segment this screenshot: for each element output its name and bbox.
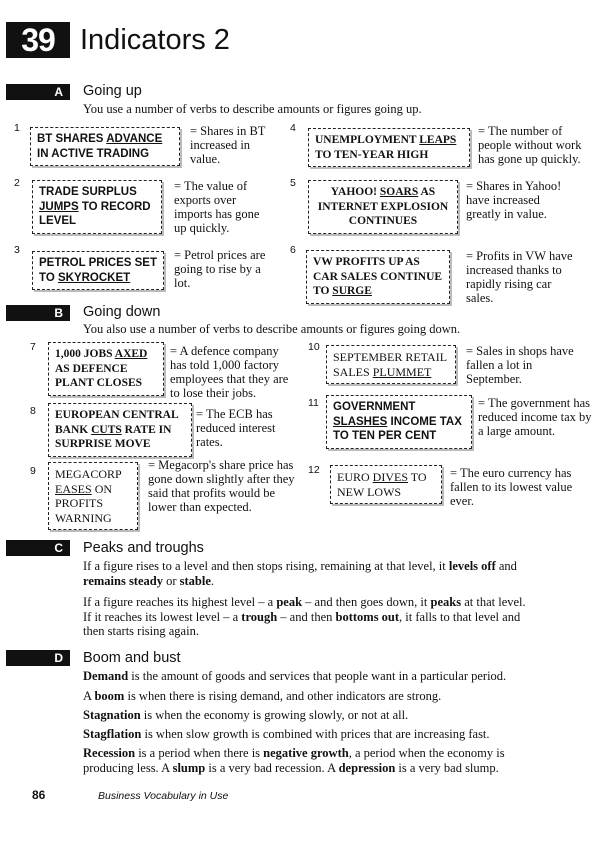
headline-clipping: TRADE SURPLUS JUMPS TO RECORD LEVEL	[32, 180, 162, 234]
item-number: 2	[14, 177, 20, 189]
book-title: Business Vocabulary in Use	[98, 790, 229, 802]
section-c-label: C	[6, 540, 70, 556]
headline-definition: = The government has reduced income tax by a large amount.	[478, 396, 592, 438]
headline-clipping: EURO DIVES TO NEW LOWS	[330, 465, 442, 504]
headline-verb: AXED	[114, 348, 148, 360]
headline-clipping: GOVERNMENT SLASHES INCOME TAX TO TEN PER CENT	[326, 395, 472, 449]
headline-clipping: UNEMPLOYMENT LEAPS TO TEN-YEAR HIGH	[308, 128, 470, 167]
headline-verb: LEAPS	[419, 134, 457, 146]
headline-definition: = Sales in shops have fallen a lot in September.	[466, 344, 574, 386]
item-number: 6	[290, 244, 296, 256]
item-number: 8	[30, 405, 36, 417]
item-number: 10	[308, 341, 320, 353]
headline-verb: ADVANCE	[106, 133, 163, 145]
item-number: 11	[308, 397, 319, 409]
section-c-paragraph: If a figure reaches its highest level – a peak – and then goes down, it peaks at that level. If it reaches its lowest level – a trough – and then bottoms out, it falls to that level and then starts rising again.	[83, 595, 526, 638]
section-b-intro: You also use a number of verbs to describe amounts or figures going down.	[83, 322, 461, 336]
definition-line: A boom is when there is rising demand, and other indicators are strong.	[83, 689, 442, 703]
headline-definition: = Petrol prices are going to rise by a lot.	[174, 248, 266, 290]
headline-definition: = The ECB has reduced interest rates.	[196, 407, 276, 449]
section-c-paragraph: If a figure rises to a level and then stops rising, remaining at that level, it levels off and remains steady or stable.	[83, 559, 517, 588]
headline-definition: = The euro currency has fallen to its lowest value ever.	[450, 466, 573, 508]
headline-definition: = The value of exports over imports has gone up quickly.	[174, 179, 260, 235]
unit-number: 39	[6, 22, 70, 58]
section-a-intro: You use a number of verbs to describe amounts or figures going up.	[83, 102, 422, 116]
item-number: 3	[14, 244, 20, 256]
headline-verb: EASES	[55, 481, 92, 496]
headline-clipping: YAHOO! SOARS AS INTERNET EXPLOSION CONTINUES	[308, 180, 458, 234]
section-d-label: D	[6, 650, 70, 666]
headline-clipping: EUROPEAN CENTRAL BANK CUTS RATE IN SURPRISE MOVE	[48, 403, 192, 457]
section-a-label: A	[6, 84, 70, 100]
unit-title: Indicators 2	[80, 24, 230, 56]
headline-verb: SLASHES	[333, 415, 388, 428]
headline-definition: = Shares in Yahoo! have increased greatly in value.	[466, 179, 562, 221]
headline-definition: = The number of people without work has gone up quickly.	[478, 124, 582, 166]
section-c-title: Peaks and troughs	[83, 540, 204, 556]
headline-verb: DIVES	[372, 470, 409, 484]
headline-definition: = Shares in BT increased in value.	[190, 124, 266, 166]
section-b-label: B	[6, 305, 70, 321]
section-b-title: Going down	[83, 304, 161, 320]
definition-line: Stagflation is when slow growth is combined with prices that are increasing fast.	[83, 727, 490, 741]
headline-verb: SKYROCKET	[57, 271, 131, 284]
item-number: 4	[290, 122, 296, 134]
page-number: 86	[32, 788, 46, 802]
headline-clipping: BT SHARES ADVANCE IN ACTIVE TRADING	[30, 127, 180, 166]
headline-clipping: 1,000 JOBS AXED AS DEFENCE PLANT CLOSES	[48, 342, 164, 396]
section-d-title: Boom and bust	[83, 650, 181, 666]
item-number: 7	[30, 341, 36, 353]
headline-clipping: PETROL PRICES SET TO SKYROCKET	[32, 251, 164, 290]
headline-verb: SOARS	[379, 186, 419, 198]
headline-clipping: VW PROFITS UP AS CAR SALES CONTINUE TO SURGE	[306, 250, 450, 304]
headline-verb: PLUMMET	[372, 364, 432, 379]
headline-clipping: MEGACORP EASES ON PROFITS WARNING	[48, 462, 138, 530]
section-a-title: Going up	[83, 83, 142, 99]
item-number: 5	[290, 177, 296, 189]
definition-line: Recession is a period when there is negative growth, a period when the economy is producing less. A slump is a very bad recession. A depression is a very bad slump.	[83, 746, 505, 775]
definition-line: Demand is the amount of goods and services that people want in a particular period.	[83, 669, 507, 683]
headline-verb: SURGE	[332, 285, 372, 297]
definition-line: Stagnation is when the economy is growing slowly, or not at all.	[83, 708, 409, 722]
headline-definition: = Profits in VW have increased thanks to rapidly rising car sales.	[466, 249, 573, 305]
headline-verb: CUTS	[91, 423, 122, 436]
item-number: 1	[14, 122, 20, 134]
item-number: 9	[30, 465, 36, 477]
headline-definition: = Megacorp's share price has gone down slightly after they said that profits would be lower than expected.	[148, 458, 295, 514]
headline-clipping: SEPTEMBER RETAIL SALES PLUMMET	[326, 345, 456, 384]
item-number: 12	[308, 464, 320, 476]
headline-definition: = A defence company has told 1,000 factory employees that they are to lose their jobs.	[170, 344, 289, 400]
headline-verb: JUMPS	[39, 200, 79, 213]
